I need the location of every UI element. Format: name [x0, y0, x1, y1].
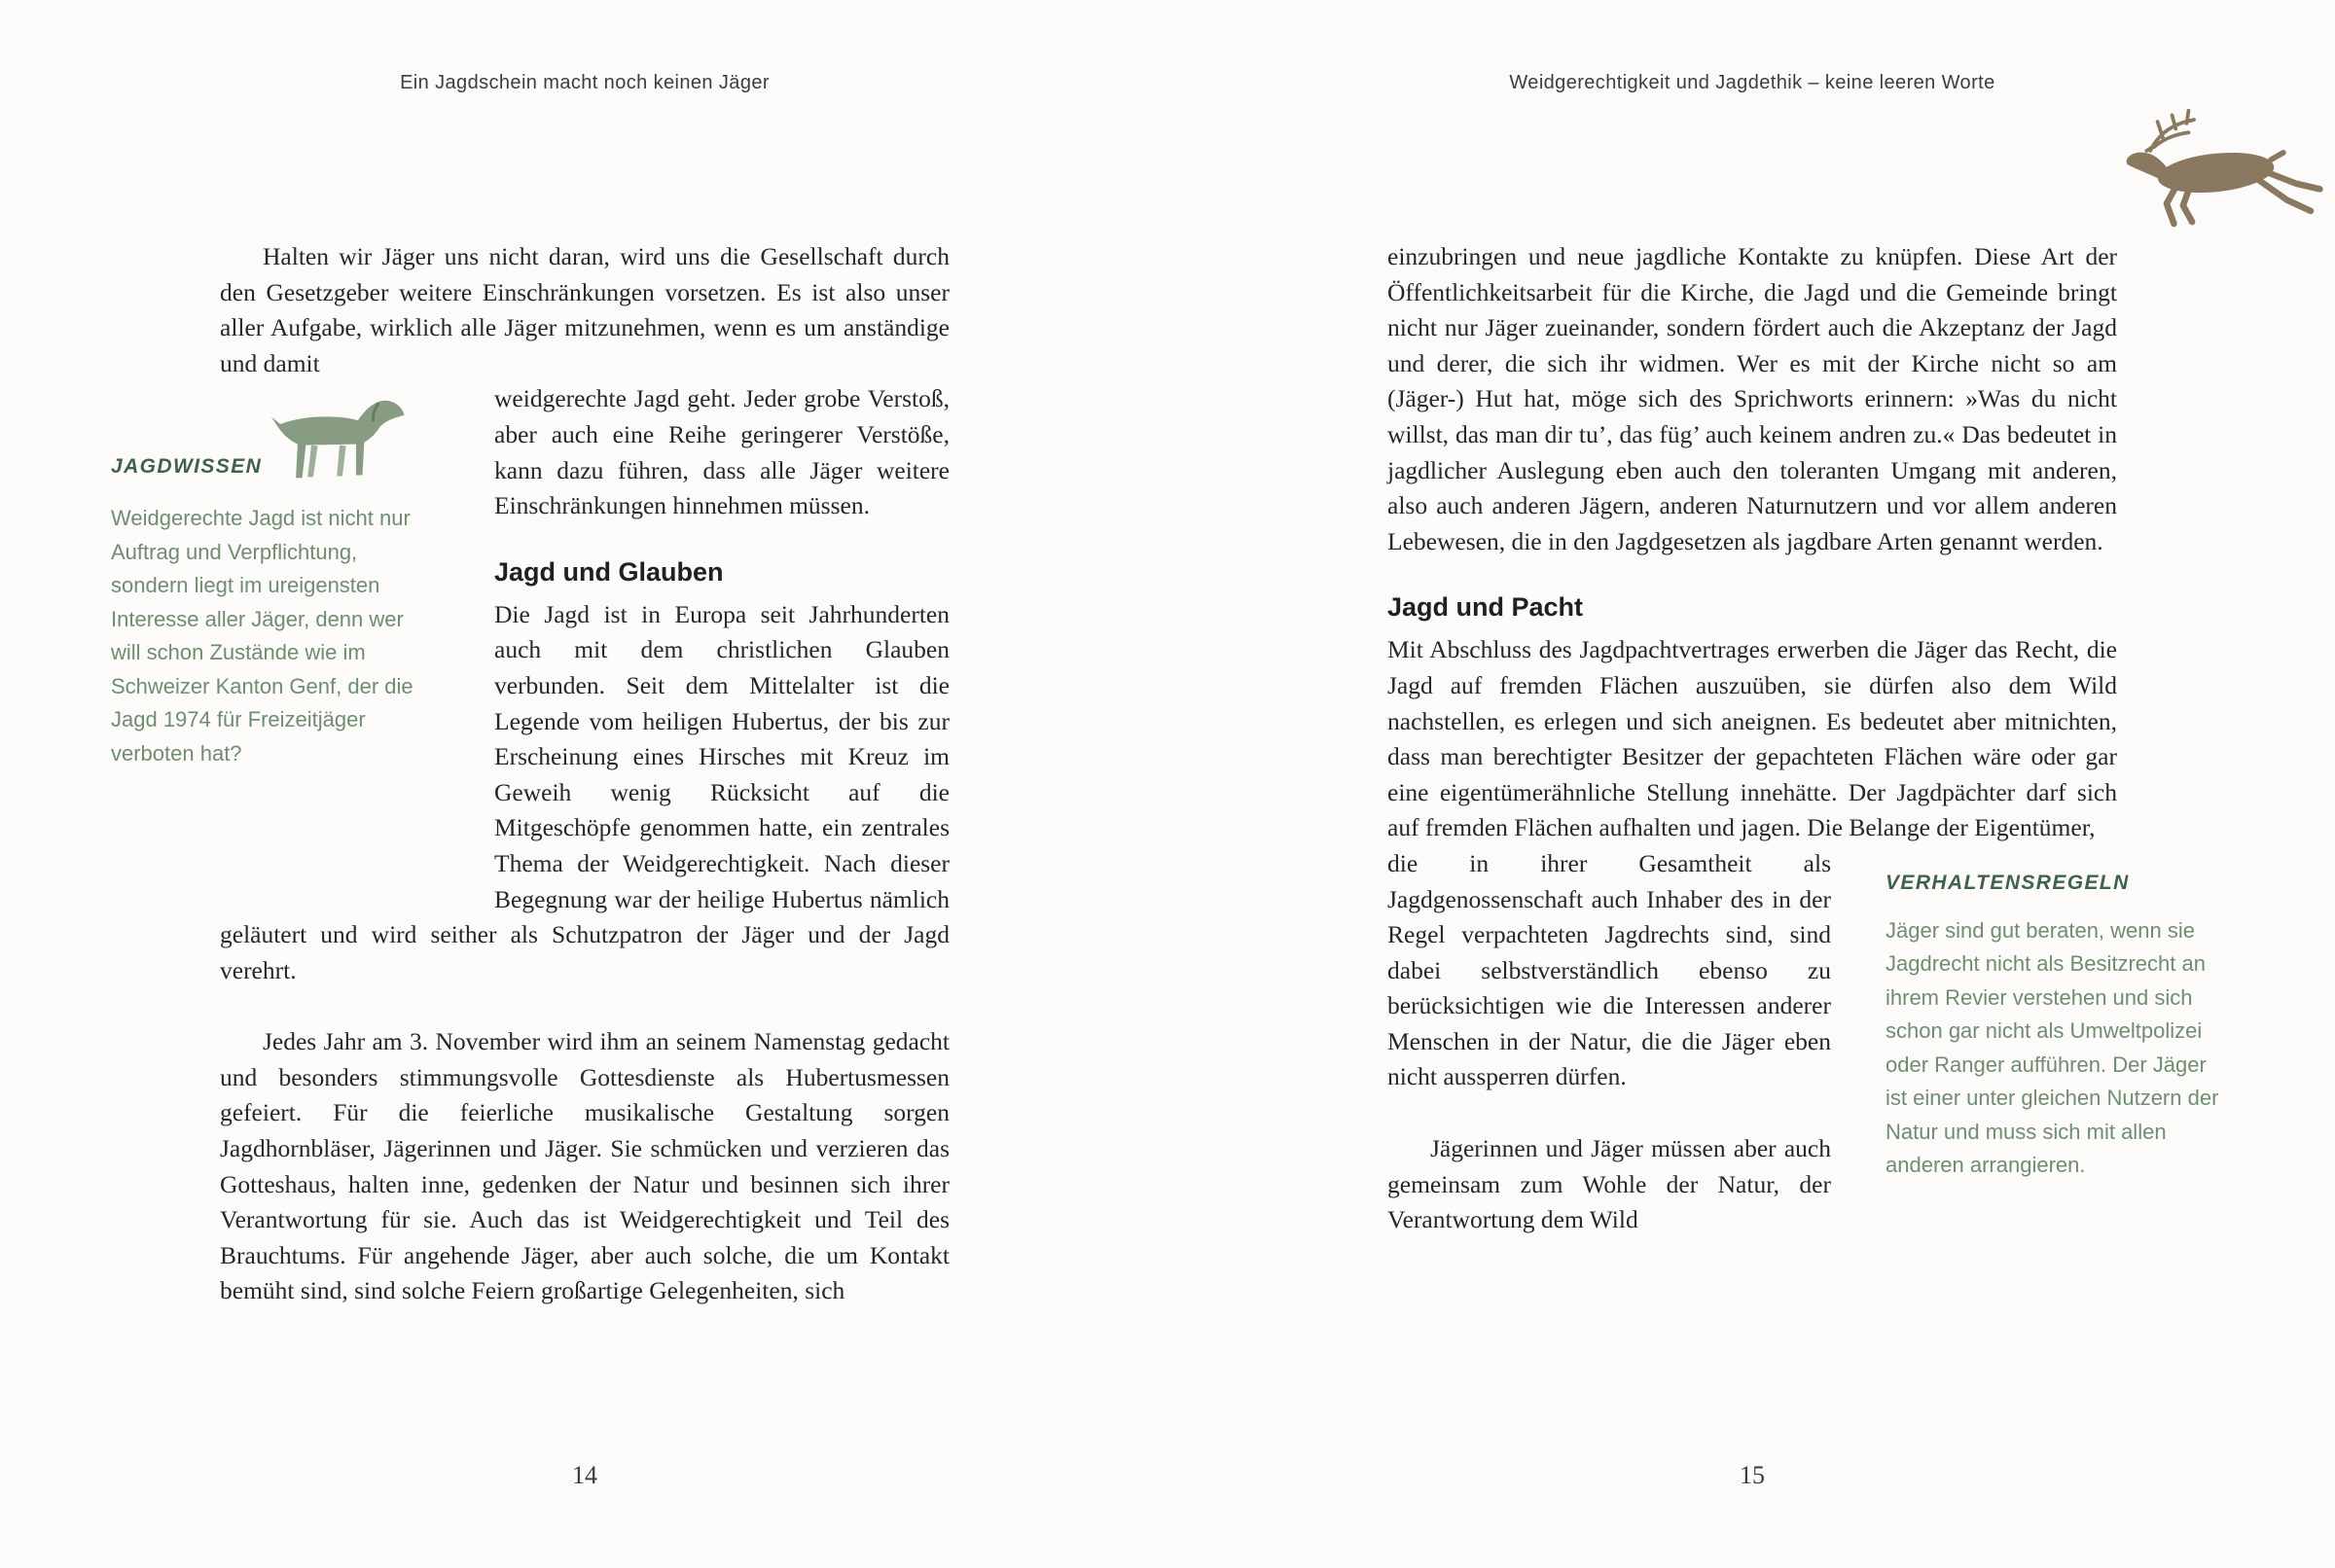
page-number-right: 15: [1740, 1461, 1765, 1489]
paragraph-pacht-continued: die in ihrer Gesamtheit als Jagdgenossenschaft auch Inhaber des in der Regel verpachteten Jagdrechts sind, sind dabei selbstverständlich ebenso zu berücksichtigen wie die Interessen anderer Menschen in der Natur, die die Jäger eben nicht aussperren dürfen.: [1387, 848, 1831, 1091]
running-head-left: Ein Jagdschein macht noch keinen Jäger: [400, 72, 770, 93]
running-head-right: Weidgerechtigkeit und Jagdethik – keine leeren Worte: [1509, 72, 1995, 93]
paragraph-kontakte: einzubringen und neue jagdliche Kontakte zu knüpfen. Diese Art der Öffentlichkeitsarbeit für die Kirche, die Jagd und die Gemeinde bringt nicht nur Jäger zueinander, sondern fördert auch die Akzeptanz der Jagd und derer, die sich ihr widmen. Wer es mit der Kirche nicht so am (Jäger-) Hut hat, möge sich des Sprichworts erinnern: »Was du nicht willst, das man dir tu’, das füg’ auch keinem andren zu.« Das bedeutet in jagdlicher Auslegung eben auch den toleranten Umgang mit anderen, also auch anderen Jägern, anderen Naturnutzern und vor allem anderen Lebewesen, die in den Jagdgesetzen als jagdbare Arten genannt werden.: [1387, 242, 2117, 555]
margin-note-title: VERHALTENSREGELN: [1886, 871, 2130, 894]
paragraph-intro: Halten wir Jäger uns nicht daran, wird uns die Gesellschaft durch den Gesetzgeber weitere Einschränkungen vorsetzen. Es ist also unser aller Aufgabe, wirklich alle Jäger mitzunehmen, wenn es um anständige und damit: [220, 242, 950, 377]
section-heading-jagd-und-pacht: Jagd und Pacht: [1387, 592, 1584, 623]
paragraph-intro-continued: weidgerechte Jagd geht. Jeder grobe Verstoß, aber auch eine Reihe geringerer Verstöße, kann dazu führen, dass alle Jäger weitere Einschränkungen hinnehmen müssen.: [494, 384, 950, 520]
margin-note-header: [111, 391, 438, 486]
paragraph-glauben: Die Jagd ist in Europa seit Jahrhunderten auch mit dem christlichen Glauben verbunden. Seit dem Mittelalter ist die Legende vom heiligen Hubertus, der bis zur Erscheinung eines Hirsches mit Kreuz im Geweih wenig Rücksicht auf die Mitgeschöpfe genommen hatte, ein zentrales Thema der Weidgerechtigkeit. Nach dieser Begegnung war der heilige Hubertus nämlich geläutert und wird seither als Schutzpatron der Jäger und der Jagd verehrt.: [220, 599, 950, 984]
paragraph-pacht: Mit Abschluss des Jagdpachtvertrages erwerben die Jäger das Recht, die Jagd auf fremden Flächen auszuüben, sie dürfen also dem Wild nachstellen, es erlegen und sich aneignen. Es bedeutet aber mitnichten, dass man berechtigter Besitzer der gepachteten Flächen wäre oder gar eine eigentümerähnliche Stellung innehätte. Der Jagdpächter darf sich auf fremden Flächen aufhalten und jagen. Die Belange der Eigentümer,: [1387, 635, 2117, 842]
margin-note-text: Weidgerechte Jagd ist nicht nur Auftrag und Verpflichtung, sondern liegt im ureigensten Interesse aller Jäger, denn wer will schon Zustände wie im Schweizer Kanton Genf, der die Jagd 1974 für Freizeitjäger verboten hat?: [111, 506, 413, 766]
text-column-left: [111, 239, 950, 1309]
section-heading-jagd-und-glauben: Jagd und Glauben: [494, 556, 724, 587]
pointer-dog-icon: [268, 391, 413, 486]
leaping-stag-icon: [2119, 107, 2329, 253]
paragraph-hubertus: Jedes Jahr am 3. November wird ihm an seinem Namenstag gedacht und besonders stimmungsvolle Gottesdienste als Hubertusmessen gefeiert. Für die feierliche musikalische Gestaltung sorgen Jagdhornbläser, Jägerinnen und Jäger. Sie schmücken und verzieren das Gotteshaus, halten inne, gedenken der Natur und besinnen sich ihrer Verantwortung für sie. Auch das ist Weidgerechtigkeit und Teil des Brauchtums. Für angehende Jäger, aber auch solche, die um Kontakt bemüht sind, sind solche Feiern großartige Gelegenheiten, sich: [220, 1027, 950, 1305]
margin-note-title: JAGDWISSEN: [111, 455, 263, 479]
text-column-right: [1387, 239, 2219, 1338]
margin-note-jagdwissen: [111, 391, 438, 846]
margin-note-text: Jäger sind gut beraten, wenn sie Jagdrecht nicht als Besitzrecht an ihrem Revier verstehen und sich schon gar nicht als Umweltpolizei oder Ranger aufführen. Der Jäger ist einer unter gleichen Nutzern der Natur und muss sich mit allen anderen arrangieren.: [1886, 917, 2219, 1178]
page-number-left: 14: [572, 1461, 597, 1489]
margin-note-verhaltensregeln: [1886, 850, 2226, 1300]
paragraph-gemeinsam: Jägerinnen und Jäger müssen aber auch gemeinsam zum Wohle der Natur, der Verantwortung dem Wild: [1387, 1134, 1831, 1234]
page-right: [1168, 0, 2335, 1568]
